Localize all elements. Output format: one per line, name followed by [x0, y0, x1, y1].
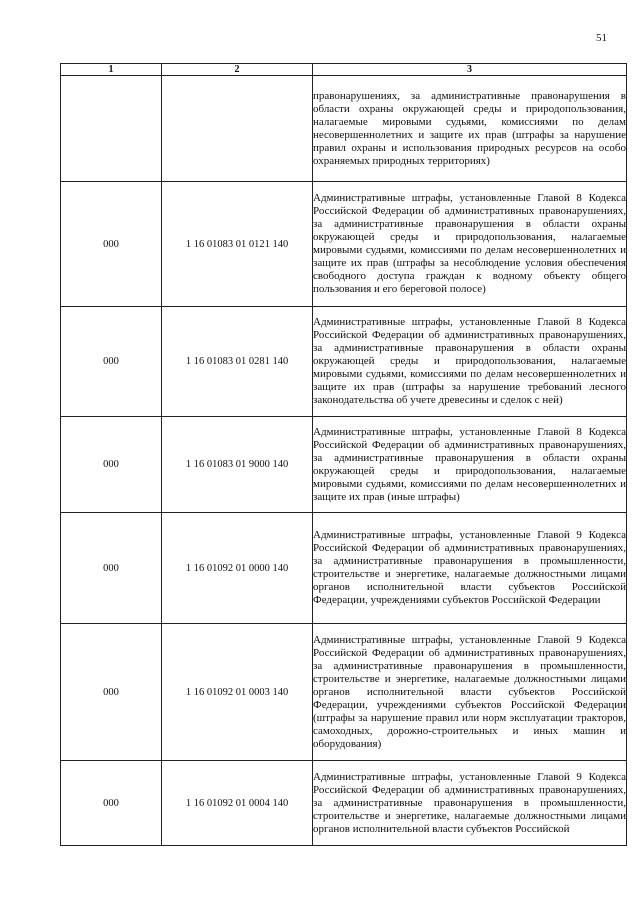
budget-classification-table [60, 63, 627, 846]
column-header-3: 3 [313, 64, 627, 76]
admin-code-cell: 000 [61, 624, 162, 761]
admin-code-cell: 000 [61, 761, 162, 846]
kbk-code-cell [162, 76, 313, 182]
kbk-code-cell: 1 16 01092 01 0003 140 [162, 624, 313, 761]
table-header-row [61, 64, 627, 76]
table-row [61, 417, 627, 513]
column-header-1: 1 [61, 64, 162, 76]
description-cell: Административные штрафы, установленные Главой 8 Кодекса Российской Федерации об административных правонарушениях, за административные правонарушения в области охраны окружающей среды и природопользования, налагаемые мировыми судьями, комиссиями по делам несовершеннолетних и защите их прав (штрафы за нарушение требований лесного законодательства об учете древесины и сделок с ней) [313, 307, 627, 417]
description-cell: Административные штрафы, установленные Главой 8 Кодекса Российской Федерации об административных правонарушениях, за административные правонарушения в области охраны окружающей среды и природопользования, налагаемые мировыми судьями, комиссиями по делам несовершеннолетних и защите их прав (иные штрафы) [313, 417, 627, 513]
description-cell: правонарушениях, за административные правонарушения в области охраны окружающей среды и природопользования, налагаемые мировыми судьями, комиссиями по делам несовершеннолетних и защите их прав (штрафы за нарушение правил охраны и использования природных ресурсов на особо охраняемых природных территориях) [313, 76, 627, 182]
description-cell: Административные штрафы, установленные Главой 9 Кодекса Российской Федерации об административных правонарушениях, за административные правонарушения в промышленности, строительстве и энергетике, налагаемые должностными лицами органов исполнительной власти субъектов Российской Федерации, учреждениями субъектов Российской Федерации [313, 513, 627, 624]
table-row [61, 761, 627, 846]
kbk-code-cell: 1 16 01083 01 9000 140 [162, 417, 313, 513]
admin-code-cell [61, 76, 162, 182]
table-row [61, 624, 627, 761]
kbk-code-cell: 1 16 01092 01 0000 140 [162, 513, 313, 624]
admin-code-cell: 000 [61, 417, 162, 513]
column-header-2: 2 [162, 64, 313, 76]
table-row [61, 307, 627, 417]
kbk-code-cell: 1 16 01083 01 0121 140 [162, 182, 313, 307]
admin-code-cell: 000 [61, 307, 162, 417]
table-row [61, 182, 627, 307]
page-number: 51 [596, 32, 607, 44]
kbk-code-cell: 1 16 01083 01 0281 140 [162, 307, 313, 417]
admin-code-cell: 000 [61, 182, 162, 307]
table-row [61, 76, 627, 182]
kbk-code-cell: 1 16 01092 01 0004 140 [162, 761, 313, 846]
description-cell: Административные штрафы, установленные Главой 9 Кодекса Российской Федерации об административных правонарушениях, за административные правонарушения в промышленности, строительстве и энергетике, налагаемые должностными лицами органов исполнительной власти субъектов Российской [313, 761, 627, 846]
table-row [61, 513, 627, 624]
description-cell: Административные штрафы, установленные Главой 8 Кодекса Российской Федерации об административных правонарушениях, за административные правонарушения в области охраны окружающей среды и природопользования, налагаемые мировыми судьями, комиссиями по делам несовершеннолетних и защите их прав (штрафы за несоблюдение условия обеспечения свободного доступа граждан к водному объекту общего пользования и его береговой полосе) [313, 182, 627, 307]
description-cell: Административные штрафы, установленные Главой 9 Кодекса Российской Федерации об административных правонарушениях, за административные правонарушения в промышленности, строительстве и энергетике, налагаемые должностными лицами органов исполнительной власти субъектов Российской Федерации, учреждениями субъектов Российской Федерации (штрафы за нарушение правил или норм эксплуатации тракторов, самоходных, дорожно-строительных и иных машин и оборудования) [313, 624, 627, 761]
admin-code-cell: 000 [61, 513, 162, 624]
